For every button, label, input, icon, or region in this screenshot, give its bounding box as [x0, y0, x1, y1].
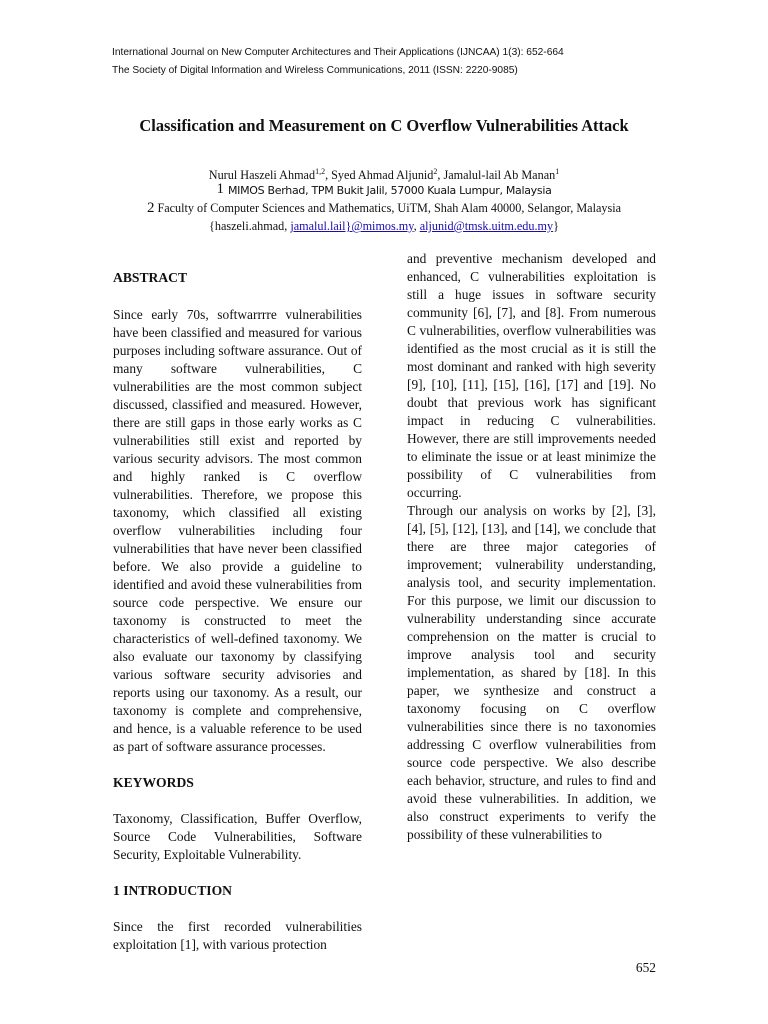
- affiliation-1: [40, 180, 728, 200]
- email-separator: ,: [413, 219, 420, 233]
- author-1: Nurul Haszeli Ahmad: [208, 168, 316, 183]
- right-column: [407, 250, 656, 844]
- left-column: [113, 250, 362, 954]
- author-2-affiliation-mark: 2: [433, 167, 438, 176]
- affiliation-2-number: 2: [146, 200, 155, 216]
- page-number: 652: [635, 960, 656, 975]
- affiliation-2-text: Faculty of Computer Sciences and Mathematics, UiTM, Shah Alam 40000, Selangor, Malaysia: [157, 201, 622, 215]
- author-1-affiliation-mark: 1,2: [315, 167, 326, 176]
- abstract-text: Since early 70s, softwarrrre vulnerabilities have been classified and measured for various purposes including software assurance. Out of many software vulnerabilities, C vulnerabilities are the most common subject discussed, classified and measured. However, there are still gaps in those early works as C vulnerabilities still exist and reported by various security advisors. The most common and highly ranked is C overflow vulnerabilities. Therefore, we propose this taxonomy, which classified all existing overflow vulnerabilities including four vulnerabilities that have never been classified before. We also provide a guideline to identified and avoid these vulnerabilities from source code perspective. We ensure our taxonomy is constructed to meet the characteristics of well-defined taxonomy. We also evaluate our taxonomy by classifying various software security advisories and reports using our taxonomy. As a result, our taxonomy is complete and comprehensive, and hence, is a valuable reference to be used as part of software assurance processes.: [113, 307, 362, 754]
- author-3-affiliation-mark: 1: [555, 167, 560, 176]
- author-2: , Syed Ahmad Aljunid: [325, 168, 434, 183]
- email-suffix: }: [553, 219, 559, 233]
- email-prefix: {haszeli.ahmad,: [209, 219, 291, 233]
- email-link-1[interactable]: jamalul.lail}@mimos.my: [290, 219, 414, 233]
- keywords-text: Taxonomy, Classification, Buffer Overflow, Source Code Vulnerabilities, Software Security, Exploitable Vulnerability.: [113, 811, 362, 862]
- abstract-heading: ABSTRACT: [113, 270, 188, 285]
- author-3: , Jamalul-lail Ab Manan: [437, 168, 556, 183]
- journal-line-2: The Society of Digital Information and Wireless Communications, 2011 (ISSN: 2220-9085): [112, 65, 518, 76]
- journal-header: [112, 44, 712, 80]
- affiliation-2: [40, 200, 728, 216]
- email-link-2[interactable]: aljunid@tmsk.uitm.edu.my: [419, 219, 554, 233]
- journal-line-1: International Journal on New Computer Architectures and Their Applications (IJNCAA) 1(3): 652-664: [112, 47, 564, 58]
- keywords-heading: KEYWORDS: [113, 775, 194, 790]
- introduction-paragraph-2: Through our analysis on works by [2], [3], [4], [5], [12], [13], and [14], we conclude that there are three major categories of improvement; vulnerability understanding, analysis tool, and security implementation. For this purpose, we limit our discussion to vulnerability understanding since accurate comprehension on the matter is crucial to improve analysis tool and security implementation, as shared by [18]. In this paper, we synthesize and construct a taxonomy focusing on C overflow vulnerabilities since there is no taxonomies addressing C overflow vulnerabilities from source code perspective. We also describe each behavior, structure, and rules to find and avoid these vulnerabilities. In addition, we also construct experiments to verify the possibility of these vulnerabilities to: [407, 503, 656, 842]
- introduction-paragraph-1: and preventive mechanism developed and enhanced, C vulnerabilities exploitation is still a huge issues in software security community [6], [7], and [8]. From numerous C vulnerabilities, overflow vulnerabilities was identified as the most crucial as it is still the most dominant and ranked with high severity [9], [10], [11], [15], [16], [17] and [19]. No doubt that previous work has significant impact in reducing C vulnerabilities. However, there are still improvements needed to eliminate the issue or at least minimize the possibility of C vulnerabilities from occurring.: [407, 251, 656, 500]
- introduction-heading: 1 INTRODUCTION: [113, 883, 232, 898]
- affiliation-1-number: 1: [216, 181, 224, 197]
- affiliation-1-text: MIMOS Berhad, TPM Bukit Jalil, 57000 Kuala Lumpur, Malaysia: [227, 184, 552, 197]
- author-emails: [40, 218, 728, 234]
- introduction-left-text: Since the first recorded vulnerabilities exploitation [1], with various protection: [113, 919, 362, 952]
- paper-title: Classification and Measurement on C Overflow Vulnerabilities Attack: [139, 116, 629, 135]
